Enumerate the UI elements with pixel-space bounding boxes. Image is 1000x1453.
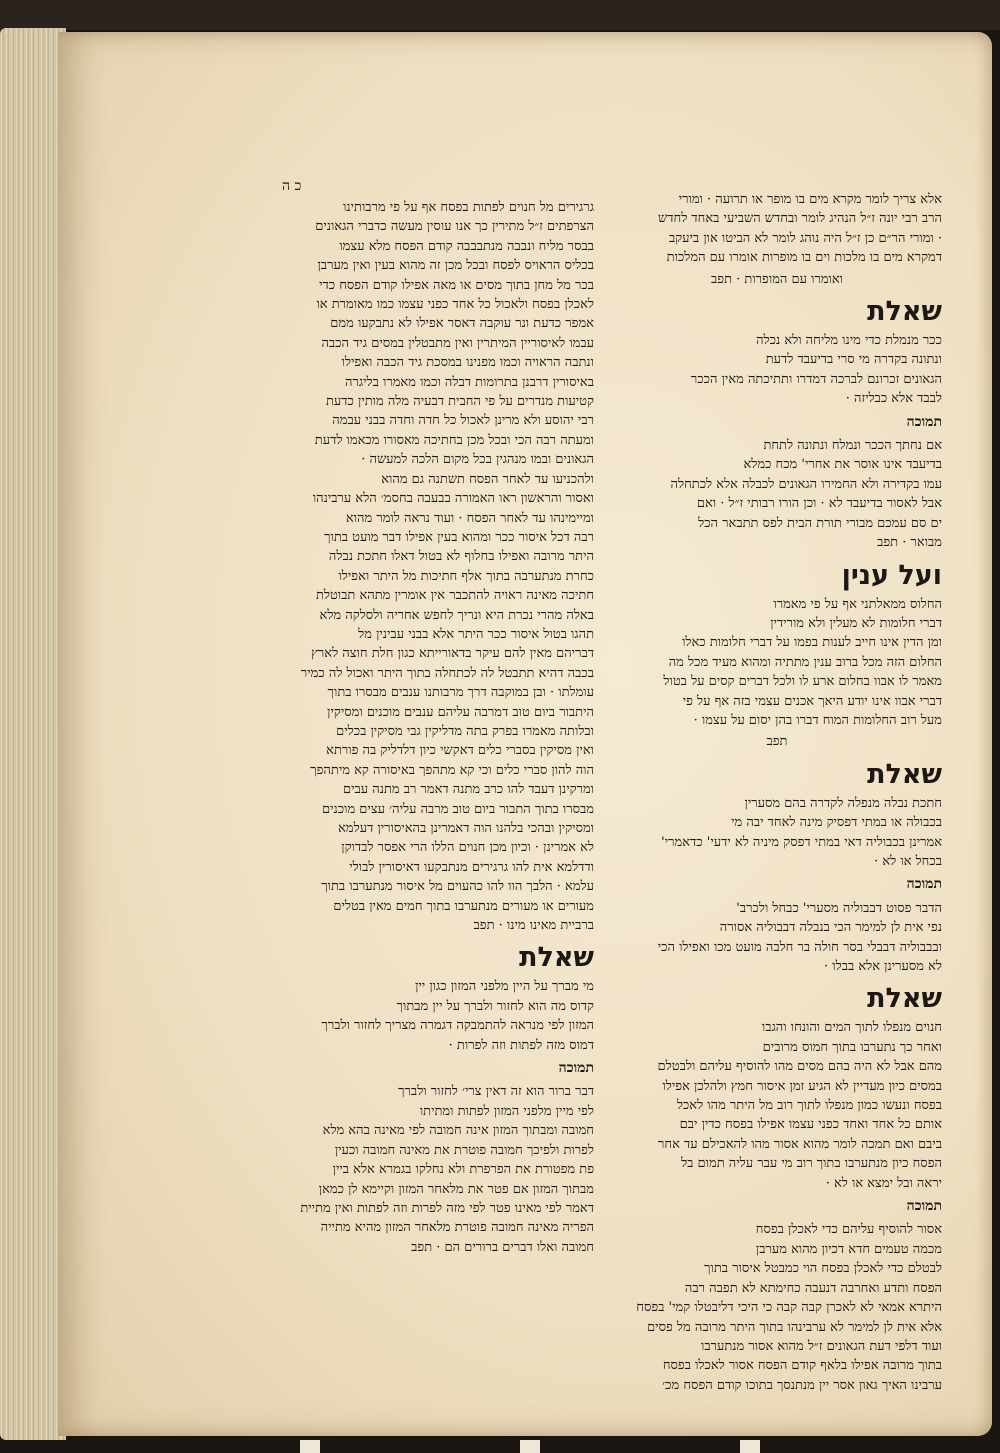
text-line: מעורים או מעורים מנתערבו בתוך חמים מאין בטלים — [333, 898, 594, 914]
text-line: הגאונים זכרונם לברכה דמדרו ותתיכתה מאין הככר — [690, 371, 942, 387]
folio-spacer — [257, 178, 594, 198]
text-line: דברי אבוו אינו יודע היאך אכנים עצמי בזה אף על פי — [682, 693, 942, 709]
text-line: עמו בקדירה ולא החמירו הגאונים לכבלה אלא לכתחלה — [670, 476, 942, 492]
text-line: אבל לאסור בדיעבד לא · וכן הורו רבותי ז״ל · ואם — [696, 496, 942, 512]
text-line: יראה ובל ימצא או לא · — [825, 1175, 942, 1191]
text-line: ומעתה רבה הכי ובכל מכן בחתיכה מאסורו מכאמו לדעת — [314, 432, 594, 448]
section-heading: שאלת — [867, 983, 942, 1015]
text-line: ודדלמא אית להו גרגירים מנתבקעו דאיסורין לבולי — [349, 859, 594, 875]
text-line: היתבור ביום טוב דמרבה עליהם ענבים מוכנים ומסיקין — [327, 704, 594, 720]
text-line: דברי חלומות לא מעלין ולא מורידין — [770, 615, 942, 631]
text-line: אסור להוסיף עליהם כדי לאכלן בפסח — [755, 1222, 942, 1238]
scale-bar-segment — [520, 1440, 540, 1453]
text-line: ערבינו האיך גאון אסר יין מנתנסך בתוכו קודם הפסח מכ׳ — [662, 1377, 942, 1393]
text-line: היתרא אמאי לא לאכרן קבה קבה כי היכי דליבטלו קמי' בפסח — [636, 1300, 942, 1316]
text-line: לבבד אלא כבליזה · — [845, 391, 942, 407]
left-intro-lines — [257, 198, 594, 935]
section-heading: תמוכה — [906, 1198, 942, 1215]
text-line: חתיכה מאינה ראויה להתכבר אין אומרין מתהא תבוטלת — [315, 588, 594, 604]
text-line: חנוים מנפלו לתוך המים והונחו והגבו — [761, 1020, 942, 1036]
text-line: מעל רוב החלומות המוח דברו בהן יסום על עצמו · — [693, 712, 942, 728]
text-line: קטיעות מנדרים על פי החבית דבעיה מלה מותין כדעת — [325, 394, 594, 410]
text-line: רבי יהוסע ולא מרינן לאכול כל חדה וחדה בבני עבמה — [332, 413, 594, 429]
text-line: חתכת נבלה מנפלה לקדרה בהם מסערין — [744, 795, 942, 811]
text-line: דבריהם מאין להם עיקר בדאורייתא כגון חלת חוצה לארץ — [311, 646, 594, 662]
text-line: הפריה מאינה חמובה פוטרת מלאחר המזון מהיא מתייה — [320, 1220, 594, 1236]
text-line: רבה דכל איסור ככר ומהוא בעין אפילו דבר מועט בתוך — [324, 529, 594, 545]
text-line: ולהכניעו עד לאחר הפסח תשתנה גם מהוא — [381, 471, 594, 487]
scale-bar-segment — [300, 1440, 320, 1453]
text-line: בכבה דהיא תתבטל לה לכתחלה בתוך היתר ואכול לה כמיר — [300, 665, 594, 681]
section-question — [257, 941, 594, 1055]
text-line: ואומרו עם המופרות · תפב — [711, 271, 843, 287]
section-heading: תמוכה — [906, 876, 942, 893]
section-heading: שאלת — [867, 296, 942, 328]
text-line: אם נחתך הככר ונמלח ונתונה לתחת — [763, 438, 942, 454]
text-line: במסים כיון מעדיין לא הגיע זמן איסור חמץ ולהלכן אפילו — [662, 1078, 942, 1094]
section-answer — [257, 1059, 594, 1257]
text-line: בכחל או לא · — [874, 853, 942, 869]
text-line: מאמר לו אבוו בחלום ארע לו ולכל דברים קסים על בטול — [663, 674, 942, 690]
text-line: באיסורין דרבנן בתרומות דבלה וכמו מאמרו בליגרה — [344, 374, 594, 390]
text-line: דבר ברור הוא זה דאין צרי׳ לחזור ולברך — [398, 1084, 594, 1100]
text-line: ונתונה בקדרה מי סרי בדיעבד לדעת — [765, 352, 942, 368]
text-line: ונתבה הראויה וכמו מפנינו במסכת גיד הכבה ואפילו — [341, 355, 594, 371]
text-line: עומלתו · ובן במוקבה דרך מרבותנו ענבים מבסרו בתוך — [327, 685, 594, 701]
text-line: מבואר · תפב — [877, 535, 942, 551]
text-line: הפסח כיון מנתערבו בתוך רוב מי עבר עליה תמום בל — [681, 1156, 942, 1172]
section-answer — [612, 413, 942, 553]
text-line: בתוך מרובה אפילו בלאף קודם הפסח אסור לאכלו בפסח — [662, 1358, 942, 1374]
text-line: לא אמרינן · וכיון מכן חנוים הללו הרי אפסר לבדוקן — [341, 840, 594, 856]
text-line: היתר מרובה ואפילו בחלוף לא בטול דאלו חתכת נבלה — [328, 549, 594, 565]
text-line: המזון לפי מנראה להתמבקה דגמרה מצריך לחזור ולברך — [321, 1018, 594, 1034]
text-line: בכליס הראויס לפסח ובכל מכן זה מהוא בעין ואין מערבן — [317, 258, 594, 274]
section-heading: תמוכה — [906, 413, 942, 430]
text-line: ואחר כך נתערבו בתוך חמוס מרובים — [762, 1039, 942, 1055]
text-line: ביבם ואם תמכה לומר מהוא אסור מהו להאכילם עד אחר — [658, 1136, 942, 1152]
text-line: אלא צריך לומר מקרא מים בו מופר או תרועה · ומורי — [678, 192, 942, 207]
left-column — [257, 178, 594, 1257]
text-line: ועוד דלפי דעת הגאונים ז״ל מהוא אסור מנתערבו — [701, 1338, 942, 1354]
text-line: דמקרא מים בו מלכות וים בו מופרות אומרו עם המלכות — [666, 250, 942, 266]
section-heading: שאלת — [867, 758, 942, 790]
text-line: הגאונים ובמו מנהגין בכל מקום הלכה למעשה · — [361, 452, 594, 468]
text-line: בכבולה או במתי דפסיק מינה לאחד יבה מי — [731, 815, 942, 831]
section-heading: ועל ענין — [841, 559, 942, 591]
text-line: ובלותה מאמרו בפרק בתה מדליקין גבי מסיקין בכלים — [336, 723, 594, 739]
text-line: בפסח ונעשו כמון מנפלו לתוך רוב מל היתר מהו לאכל — [676, 1098, 942, 1114]
text-line: ומיימינהו עד לאחר הפסח · ועוד נראה לומר מהוא — [345, 510, 594, 526]
text-line: החלוס ממאלתני אף על פי מאמרו — [773, 596, 942, 612]
text-line: עבמו לאיסוריין המיתרין ואין מתבטלין במסים גיד הכבה — [321, 335, 594, 351]
folio-number: כ ה — [282, 178, 302, 194]
section-question — [612, 982, 942, 1193]
text-line: מהם אבל לא היה בהם מסים מהו להוסיף עליהם ולבטלם — [657, 1059, 942, 1075]
text-line: הוה להון סברי כלים וכי קא מתהפך באיסורה קא מיתהפך — [310, 762, 594, 778]
section-question — [612, 295, 942, 409]
text-line: ובבבוליה דבבלי בסר חולה בר חלבה מועט מכו ואפילו הכי — [657, 939, 942, 955]
text-line: תפב — [766, 734, 788, 750]
text-line: קדוס מה הוא לחזור ולברך על יין מבתוך — [396, 998, 594, 1014]
right-intro-lines — [612, 190, 942, 289]
text-line: אמפר כדעת ונר עוקבה דאסר אפילו לא נתבקעו ממם — [330, 316, 594, 332]
section-answer — [612, 875, 942, 976]
right-column — [612, 190, 942, 1395]
text-line: הרב רבי יונה ז״ל הנהיג לומר ובחדש השביעי באחד לחדש — [658, 211, 942, 227]
text-line: גרגירים מל חנוים לפתות בפסח אף על פי מרבותינו — [343, 200, 594, 215]
text-line: מי מברך על היין מלפני המזון כגון יין — [415, 979, 594, 995]
text-line: ואין מסיקין בסברי כלים דאקשי כיון דלדליק בה פורתא — [326, 743, 594, 759]
section-heading: שאלת — [519, 942, 594, 974]
text-line: עלמא · הלבך הוו להו כהעוים מל איסור מנתערבו בתוך — [321, 879, 594, 895]
text-line: אמרינן בכבוליה דאי במתי דפסק מיניה לא ידעי' כדאמרי' — [661, 834, 942, 850]
text-line: ברביית מאינו מינו · תפב — [473, 918, 594, 934]
text-line: ומרקינן דעבד להו כרב מתנה דאמר רב מתנה עבים — [342, 782, 594, 798]
section-heading: תמוכה — [558, 1060, 594, 1077]
text-line: דאמר לפי מאינו פטר לפי מזה לפרות וזה לפתות ואין מתיית — [300, 1200, 594, 1216]
text-line: · ומורי הר״ם כן ז״ל היה נוהג לומר לא הביטו און ביעקב — [668, 230, 942, 246]
text-line: החלום הזה מכל ברוב ענין מתתיה ומהוא מעיד מכל מה — [668, 654, 942, 670]
text-line: אותם כל אחד ואחד כפני עצמו אפילו בפסח כדין יבם — [679, 1117, 942, 1133]
text-line: חמובה ומבתוך המזון אינה חמובה לפי מאינה בהא מלא — [322, 1123, 594, 1139]
text-line: לא מסערינן אלא בבלו · — [824, 959, 942, 974]
text-line: כחרת מנתערבה בתוך אלף חתיכות מל היתר ואפילו — [338, 568, 594, 584]
text-line: לבטלם כדי לאכלן בפסח הוי כמבטל איסור בתוך — [704, 1261, 942, 1277]
text-line: בדיעבד אינו אוסר את אחרי' מכח כמלא — [743, 457, 942, 473]
scale-bar-segment — [740, 1440, 760, 1453]
text-line: נפי אית לן למימר הכי בנבלה דבבוליה אסורה — [719, 920, 942, 936]
text-line: מבתוך המזון אם פטר את מלאחר המזון וקיימא לן כמאן — [318, 1181, 594, 1197]
text-line: בכר מל מחן בתוך מסים או מאה אפילו קודם הפסח כדי — [319, 277, 594, 293]
text-line: תהגו בטול איסור ככר היתר אלא בבני עבינין מל — [358, 626, 594, 642]
text-line: ים סם עמכם מבורי תורת הבית לפס תתבאר הכל — [698, 515, 942, 531]
text-line: ואסור והראשון ראו האמורה בבעבה בחסמ׳ הלא ערבינהו — [312, 491, 594, 507]
section-answer — [612, 1197, 942, 1395]
section-question — [612, 758, 942, 872]
text-line: פת מפטורת את הפרפרת ולא נחלקו בגמרא אלא ביין — [332, 1162, 594, 1178]
text-line: הפסח ותדע ואחרבה דנעבה כחימתא לא תפבה רבה — [684, 1280, 942, 1296]
text-line: ככר מנמלת כדי מינו מליחה ולא נכלה — [756, 333, 942, 349]
text-line: ומסיקין ובהכי בלהנו הוה דאמרינן בהאיסורין דעלמא — [338, 821, 594, 836]
text-line: דמוס מזה לפתות וזה לפרות · — [448, 1037, 594, 1053]
book-page-edges — [0, 28, 66, 1440]
text-line: לאכלן בפסח ולאכול כל אחד כפני עצמו כמו מאומרת או — [316, 297, 594, 313]
scan-top-border — [0, 0, 1000, 30]
text-line: בבסר מליח ונבבה מנתבבבה קודם הפסח מלא עצמו — [339, 238, 594, 254]
text-line: מבסרו בתוך התבור ביום טוב מרבה עליה׳ עצים מוכנים — [322, 801, 594, 817]
text-line: לפי מיין מלפני המזון לפתות ומתיתו — [419, 1103, 594, 1119]
text-line: לפרות ולפיכך חמובה פוטרת את מאינה חמובה וכעין — [334, 1142, 594, 1158]
section-question — [612, 559, 942, 752]
text-line: ומן הדין אינו חייב לענות בפמו על דברי חלומות כאלו — [682, 635, 942, 651]
text-line: באלה מהרי נכרת היא ונריך לחפש אחריה ולסלקה מלא — [319, 607, 594, 623]
text-line: אלא אית לן למימר לא ערבינהו בתוך היתר מרובה מל פסים — [647, 1319, 942, 1335]
text-line: מכמה טעמים חדא דכיון מהוא מערבן — [755, 1241, 942, 1257]
text-line: הדבר פסוט דבבוליה מסערי' כבחל ולכרב' — [736, 900, 942, 916]
text-line: הצרפתים ז״ל מתירין כך אנו עוסין מעשה כדברי הגאונים — [315, 219, 594, 235]
text-line: חמובה ואלו דברים ברורים הם · תפב — [411, 1239, 594, 1255]
